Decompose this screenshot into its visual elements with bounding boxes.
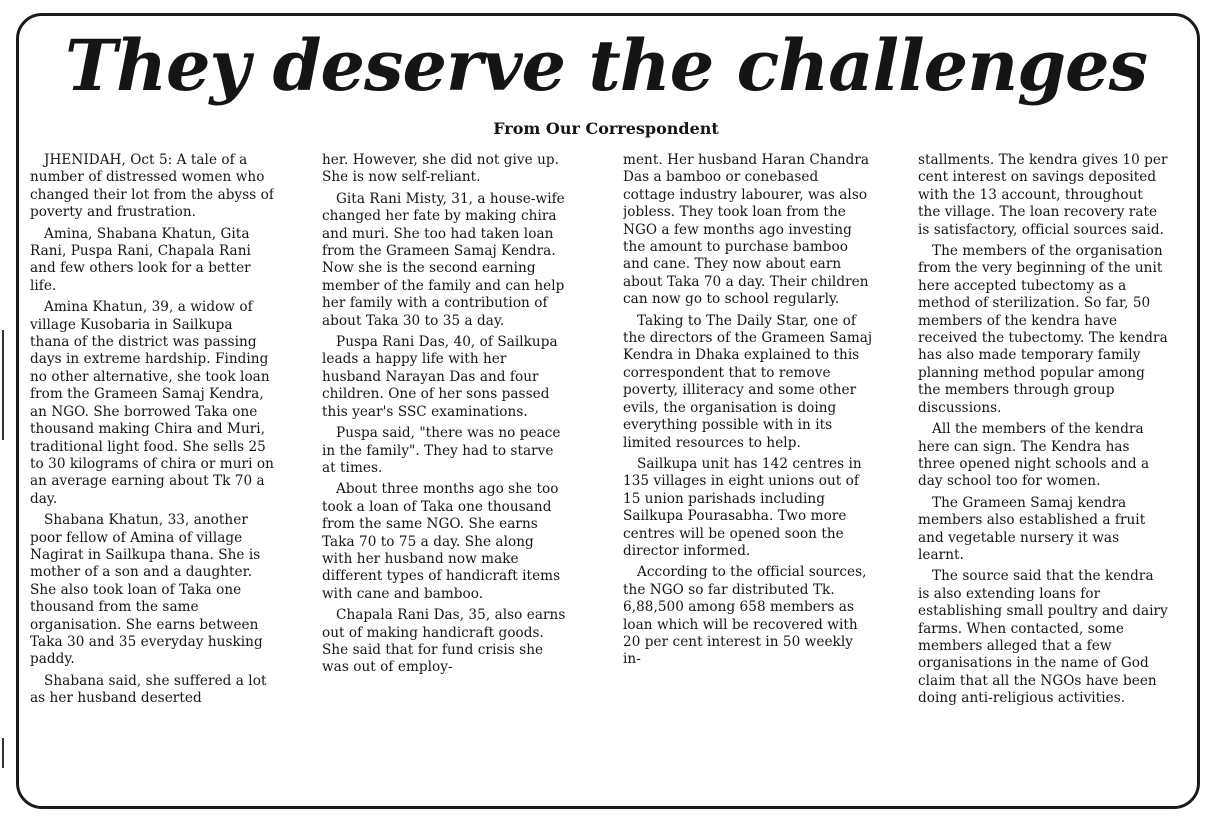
paragraph: Shabana said, she suffered a lot as her husband deserted bbox=[30, 672, 267, 707]
article-column-2 bbox=[322, 152, 566, 800]
scan-edge-mark bbox=[2, 330, 4, 440]
article-column-1 bbox=[30, 152, 274, 800]
headline: They deserve the challenges bbox=[65, 24, 1147, 107]
paragraph: stallments. The kendra gives 10 per cent interest on savings deposited with the 13 account, throughout the village. The loan recovery rate is satisfactory, official sources said. bbox=[918, 152, 1168, 238]
article-column-3 bbox=[623, 152, 873, 800]
paragraph: Gita Rani Misty, 31, a house-wife changed her fate by making chira and muri. She too had taken loan from the Grameen Samaj Kendra. Now she is the second earning member of the family and can help her family with a contribution of about Taka 30 to 35 a day. bbox=[322, 190, 565, 329]
paragraph: The Grameen Samaj kendra members also established a fruit and vegetable nursery it was learnt. bbox=[918, 494, 1146, 563]
paragraph: The source said that the kendra is also extending loans for establishing small poultry and dairy farms. When contacted, some members alleged that a few organisations in the name of God claim that all the NGOs have been doing anti-religious activities. bbox=[918, 568, 1168, 707]
paragraph: Chapala Rani Das, 35, also earns out of making handicraft goods. She said that for fund crisis she was out of employ- bbox=[322, 607, 566, 676]
article-column-4 bbox=[918, 152, 1168, 800]
paragraph: Amina Khatun, 39, a widow of village Kusobaria in Sailkupa thana of the district was passing days in extreme hardship. Finding no other alternative, she took loan from the Grameen Samaj Kendra, an NGO. She borrowed Taka one thousand making Chira and Muri, traditional light food. She sells 25 to 30 kilograms of chira or muri on an average earning about Tk 70 a day. bbox=[30, 299, 274, 507]
paragraph: Taking to The Daily Star, one of the directors of the Grameen Samaj Kendra in Dhaka explained to this correspondent that to remove poverty, illiteracy and some other evils, the organisation is doing everything possible with in its limited resources to help. bbox=[623, 312, 873, 451]
paragraph: The members of the organisation from the very beginning of the unit here accepted tubectomy as a method of sterilization. So far, 50 members of the kendra have received the tubectomy. The kendra has also made temporary family planning method popular among the members through group discussions. bbox=[918, 243, 1168, 416]
scan-edge-mark bbox=[2, 738, 4, 768]
paragraph: According to the official sources, the NGO so far distributed Tk. 6,88,500 among 658 members as loan which will be recovered with 20 per cent interest in 50 weekly in- bbox=[623, 564, 867, 668]
paragraph: Sailkupa unit has 142 centres in 135 villages in eight unions out of 15 union parishads including Sailkupa Pourasabha. Two more centres will be opened soon the director informed. bbox=[623, 455, 862, 559]
paragraph: All the members of the kendra here can sign. The Kendra has three opened night schools and a day school too for women. bbox=[918, 421, 1150, 490]
paragraph: Shabana Khatun, 33, another poor fellow of Amina of village Nagirat in Sailkupa thana. She is mother of a son and a daughter. She also took loan of Taka one thousand from the same organisation. She earns between Taka 30 and 35 everyday husking paddy. bbox=[30, 512, 263, 668]
paragraph: About three months ago she too took a loan of Taka one thousand from the same NGO. She earns Taka 70 to 75 a day. She along with her husband now make different types of handicraft items with cane and bamboo. bbox=[322, 481, 561, 602]
paragraph: ment. Her husband Haran Chandra Das a bamboo or conebased cottage industry labourer, was also jobless. They took loan from the NGO a few months ago investing the amount to purchase bamboo and cane. They now about earn about Taka 70 a day. Their children can now go to school regularly. bbox=[623, 152, 870, 308]
paragraph: Puspa said, "there was no peace in the family". They had to starve at times. bbox=[322, 425, 561, 476]
byline: From Our Correspondent bbox=[493, 119, 719, 138]
paragraph: Amina, Shabana Khatun, Gita Rani, Puspa Rani, Chapala Rani and few others look for a better life. bbox=[30, 225, 251, 294]
paragraph: JHENIDAH, Oct 5: A tale of a number of distressed women who changed their lot from the abyss of poverty and frustration. bbox=[30, 152, 274, 221]
paragraph: her. However, she did not give up. She is now self-reliant. bbox=[322, 152, 560, 186]
paragraph: Puspa Rani Das, 40, of Sailkupa leads a happy life with her husband Narayan Das and four children. One of her sons passed this year's SSC examinations. bbox=[322, 334, 558, 420]
